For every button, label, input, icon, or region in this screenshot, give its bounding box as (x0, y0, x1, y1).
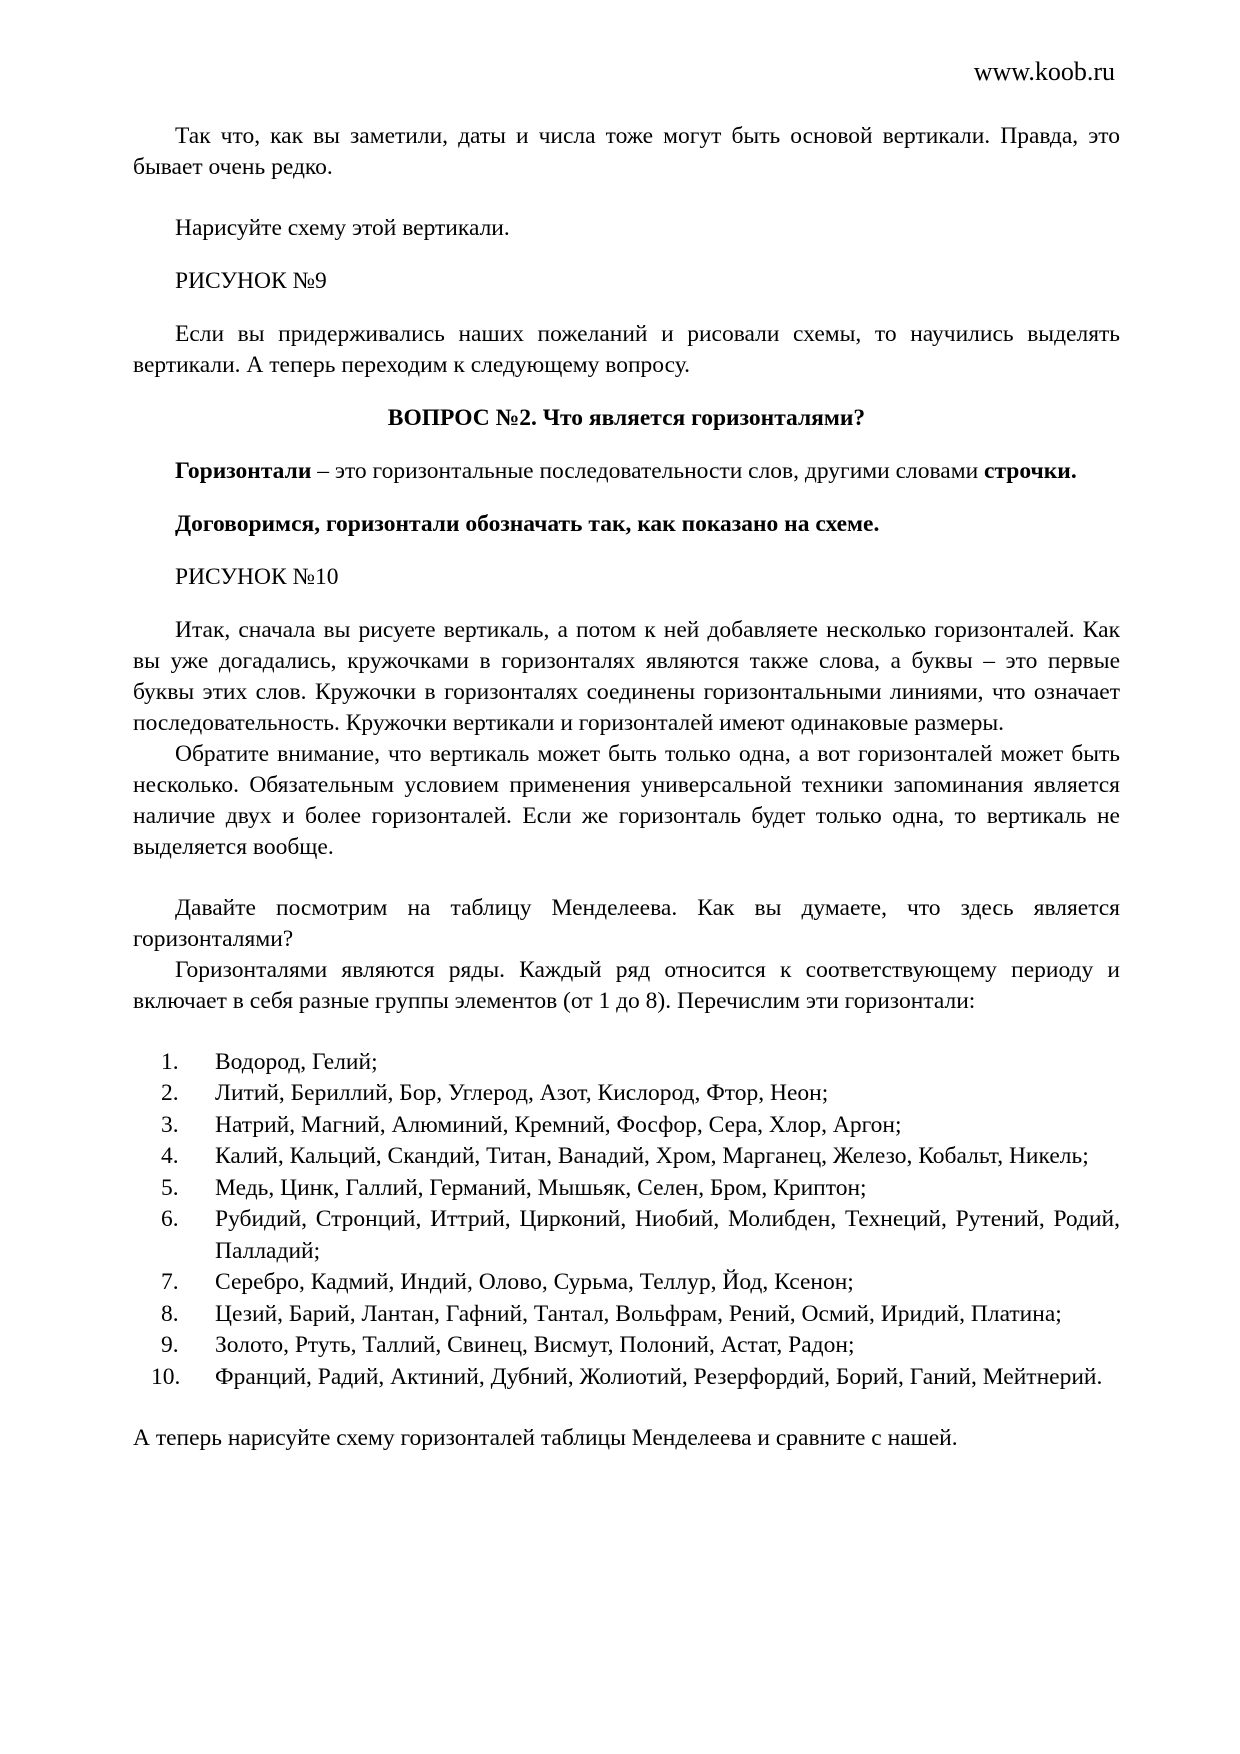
list-item: Франций, Радий, Актиний, Дубний, Жолиотий, Резерфордий, Борий, Ганий, Мейтнерий. (215, 1363, 1103, 1390)
spacer (133, 183, 1120, 213)
spacer (133, 863, 1120, 893)
element-rows-list (133, 1047, 1120, 1393)
list-item: Медь, Цинк, Галлий, Германий, Мышьяк, Селен, Бром, Криптон; (215, 1174, 867, 1201)
list-item: Литий, Бериллий, Бор, Углерод, Азот, Кислород, Фтор, Неон; (215, 1080, 829, 1107)
paragraph-learned-verticals: Если вы придерживались наших пожеланий и рисовали схемы, то научились выделять вертикали. А теперь переходим к следующему вопросу. (133, 320, 1120, 378)
paragraph-definition (133, 456, 1120, 487)
paragraph-horizontals-explanation: Итак, сначала вы рисуете вертикаль, а потом к ней добавляете несколько горизонталей. Как вы уже догадались, кружочками в горизонталях являются также слова, а буквы – это первые буквы этих слов. Кружочки в горизонталях соединены горизонтальными линиями, что означает последовательность. Кружочки вертикали и горизонталей имеют одинаковые размеры. (133, 616, 1120, 736)
document-body (133, 121, 1120, 1455)
spacer (133, 487, 1120, 509)
spacer (133, 434, 1120, 456)
spacer (133, 244, 1120, 266)
paragraph-agreement: Договоримся, горизонтали обозначать так, как показано на схеме. (175, 510, 880, 537)
figure-label-9: РИСУНОК №9 (175, 267, 327, 294)
list-item: Калий, Кальций, Скандий, Титан, Ванадий, Хром, Марганец, Железо, Кобальт, Никель; (215, 1143, 1089, 1170)
paragraph-attention: Обратите внимание, что вертикаль может быть только одна, а вот горизонталей может быть несколько. Обязательным условием применения универсальной техники запоминания является наличие двух и более горизонталей. Если же горизонталь будет только одна, то вертикаль не выделяется вообще. (133, 740, 1120, 860)
paragraph-mendeleev-question: Давайте посмотрим на таблицу Менделеева. Как вы думаете, что здесь является горизонталями? (133, 894, 1120, 952)
paragraph-intro: Так что, как вы заметили, даты и числа тоже могут быть основой вертикали. Правда, это бывает очень редко. (133, 122, 1120, 180)
site-url-header: www.koob.ru (973, 57, 1115, 86)
spacer (133, 381, 1120, 403)
paragraph-draw-scheme: Нарисуйте схему этой вертикали. (175, 214, 510, 241)
spacer (133, 593, 1120, 615)
paragraph-closing: А теперь нарисуйте схему горизонталей таблицы Менделеева и сравните с нашей. (133, 1425, 958, 1452)
definition-term-tail: строчки. (984, 457, 1077, 484)
list-item: Натрий, Магний, Алюминий, Кремний, Фосфор, Сера, Хлор, Аргон; (215, 1111, 902, 1138)
figure-label-10: РИСУНОК №10 (175, 563, 339, 590)
list-item: Цезий, Барий, Лантан, Гафний, Тантал, Вольфрам, Рений, Осмий, Иридий, Платина; (215, 1300, 1062, 1327)
paragraph-rows-are-horizontals: Горизонталями являются ряды. Каждый ряд относится к соответствующему периоду и включает в себя разные группы элементов (от 1 до 8). Перечислим эти горизонтали: (133, 956, 1120, 1014)
list-item: Золото, Ртуть, Таллий, Свинец, Висмут, Полоний, Астат, Радон; (215, 1332, 855, 1359)
question-heading: ВОПРОС №2. Что является горизонталями? (387, 404, 866, 431)
definition-body: – это горизонтальные последовательности слов, другими словами (311, 457, 985, 484)
spacer (133, 1017, 1120, 1047)
list-item: Рубидий, Стронций, Иттрий, Цирконий, Ниобий, Молибден, Технеций, Рутений, Родий, Палладий; (215, 1206, 1120, 1264)
spacer (133, 1393, 1120, 1423)
definition-term: Горизонтали (175, 457, 312, 484)
spacer (133, 297, 1120, 319)
list-item: Водород, Гелий; (215, 1048, 378, 1075)
spacer (133, 540, 1120, 562)
list-item: Серебро, Кадмий, Индий, Олово, Сурьма, Теллур, Йод, Ксенон; (215, 1269, 854, 1296)
